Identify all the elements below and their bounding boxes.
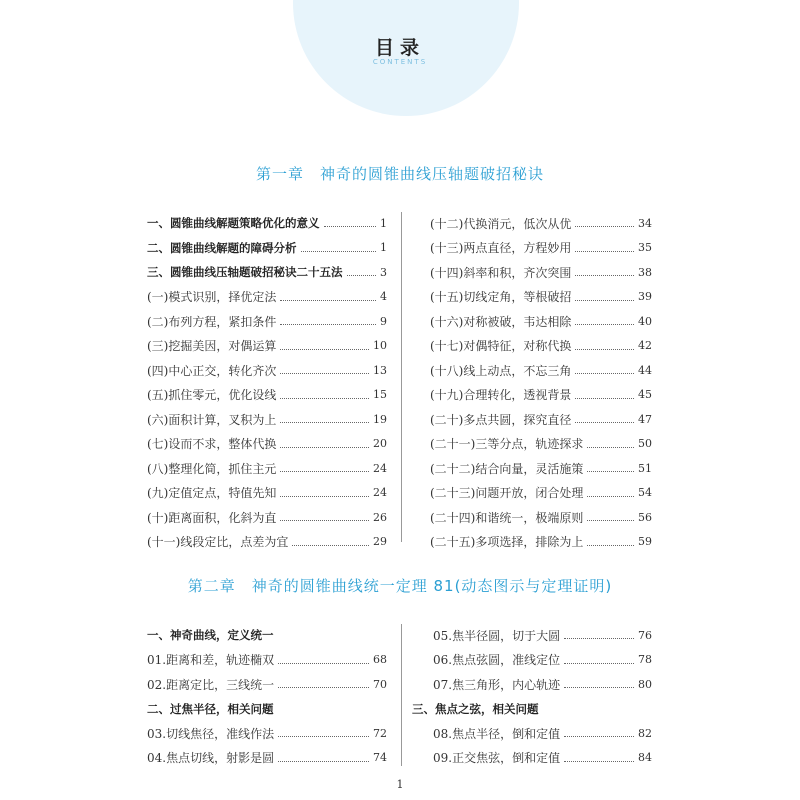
toc-entry[interactable] <box>430 407 652 432</box>
toc-entry-title: (六)面积计算，叉积为上 <box>147 412 277 427</box>
dot-leader <box>278 735 369 737</box>
toc-entry-page: 47 <box>638 412 652 426</box>
toc-entry-page: 24 <box>373 486 387 500</box>
toc-entry[interactable] <box>147 334 387 359</box>
dot-leader <box>280 519 369 521</box>
toc-entry-page: 56 <box>638 510 652 524</box>
toc-entry-page: 44 <box>638 363 652 377</box>
toc-entry-title: (十七)对偶特征，对称代换 <box>430 339 572 354</box>
dot-leader <box>575 323 634 325</box>
dot-leader <box>278 760 369 762</box>
toc-entry-title: (二)布列方程，紧扣条件 <box>147 314 277 329</box>
dot-leader <box>280 348 369 350</box>
toc-entry-title: (八)整理化简，抓住主元 <box>147 461 277 476</box>
page-number: 1 <box>396 778 404 791</box>
toc-entry-title: (二十一)三等分点，轨迹探求 <box>430 437 584 452</box>
toc-entry[interactable] <box>147 432 387 457</box>
toc-entry-title: (十三)两点直径，方程妙用 <box>430 241 572 256</box>
toc-entry-page: 38 <box>638 265 652 279</box>
toc-entry[interactable] <box>147 746 387 771</box>
dot-leader <box>575 299 634 301</box>
toc-entry[interactable] <box>147 285 387 310</box>
toc-entry-title: 09.正交焦弦，倒和定值 <box>433 751 561 766</box>
toc-entry-page: 42 <box>638 339 652 353</box>
dot-leader <box>575 397 634 399</box>
toc-entry[interactable] <box>430 456 652 481</box>
column-divider <box>401 212 402 542</box>
toc-entry-title: 01.距离和差，轨迹椭双 <box>147 653 275 668</box>
toc-entry[interactable] <box>430 505 652 530</box>
toc-entry-title: 三、圆锥曲线压轴题破招秘诀二十五法 <box>147 265 343 280</box>
dot-leader <box>575 225 634 227</box>
toc-entry[interactable] <box>412 721 652 746</box>
dot-leader <box>280 323 376 325</box>
page-title: 目录 <box>374 37 425 59</box>
toc-entry-title: 07.焦三角形，内心轨迹 <box>433 677 561 692</box>
toc-entry-page: 9 <box>380 314 387 328</box>
toc-entry[interactable] <box>147 648 387 673</box>
toc-entry[interactable] <box>147 358 387 383</box>
toc-entry-page: 80 <box>638 677 652 691</box>
toc-entry-page: 4 <box>380 290 387 304</box>
chapter-1-title: 第一章 神奇的圆锥曲线压轴题破招秘诀 <box>255 165 544 183</box>
dot-leader <box>564 735 634 737</box>
toc-entry[interactable] <box>430 211 652 236</box>
toc-entry[interactable] <box>147 530 387 555</box>
toc-entry-title: (十九)合理转化，透视背景 <box>430 388 572 403</box>
toc-entry-title: (十二)代换消元，低次从优 <box>430 216 572 231</box>
toc-entry-page: 50 <box>638 437 652 451</box>
toc-entry[interactable] <box>430 260 652 285</box>
toc-entry-page: 10 <box>373 339 387 353</box>
toc-entry-title: (十五)切线定角，等根破招 <box>430 290 572 305</box>
toc-entry-title: (一)模式识别，择优定法 <box>147 290 277 305</box>
toc-entry-page: 45 <box>638 388 652 402</box>
toc-entry-title: (五)抓住零元，优化设线 <box>147 388 277 403</box>
toc-entry[interactable] <box>430 358 652 383</box>
toc-entry-page: 72 <box>373 726 387 740</box>
toc-section-entry[interactable] <box>147 211 387 236</box>
toc-entry-page: 70 <box>373 677 387 691</box>
dot-leader <box>575 348 634 350</box>
dot-leader <box>575 372 634 374</box>
toc-entry-page: 84 <box>638 751 652 765</box>
toc-entry[interactable] <box>430 530 652 555</box>
toc-entry-page: 24 <box>373 461 387 475</box>
toc-entry-title: (四)中心正交，转化齐次 <box>147 363 277 378</box>
toc-entry-page: 51 <box>638 461 652 475</box>
toc-section-entry[interactable] <box>147 260 387 285</box>
dot-leader <box>564 637 634 639</box>
toc-entry-page: 74 <box>373 751 387 765</box>
toc-entry-page: 26 <box>373 510 387 524</box>
toc-entry[interactable] <box>430 481 652 506</box>
toc-entry-title: 03.切线焦径，准线作法 <box>147 726 275 741</box>
toc-section-entry[interactable] <box>147 236 387 261</box>
toc-entry-title: 06.焦点弦圆，准线定位 <box>433 653 561 668</box>
toc-section-entry[interactable] <box>147 697 387 722</box>
dot-leader <box>280 495 369 497</box>
toc-entry-page: 13 <box>373 363 387 377</box>
toc-entry-page: 59 <box>638 535 652 549</box>
toc-entry[interactable] <box>147 456 387 481</box>
toc-entry-page: 1 <box>380 241 387 255</box>
toc-entry[interactable] <box>430 432 652 457</box>
column-divider <box>401 624 402 766</box>
toc-entry-title: (二十五)多项选择，排除为上 <box>430 535 584 550</box>
dot-leader <box>575 274 634 276</box>
chapter-2-title: 第二章 神奇的圆锥曲线统一定理 81(动态图示与定理证明) <box>187 577 613 595</box>
toc-section-entry[interactable] <box>412 697 652 722</box>
toc-entry[interactable] <box>412 623 652 648</box>
toc-entry-page: 35 <box>638 241 652 255</box>
toc-entry-title: (二十三)问题开放，闭合处理 <box>430 486 584 501</box>
toc-entry[interactable] <box>430 285 652 310</box>
toc-entry-title: 04.焦点切线，射影是圆 <box>147 751 275 766</box>
toc-entry-page: 19 <box>373 412 387 426</box>
toc-entry-page: 76 <box>638 628 652 642</box>
toc-entry-title: 三、焦点之弦，相关问题 <box>412 701 539 716</box>
toc-entry-title: (十四)斜率和积，齐次突围 <box>430 265 572 280</box>
toc-entry-title: (十六)对称被破，韦达相除 <box>430 314 572 329</box>
toc-entry[interactable] <box>147 407 387 432</box>
toc-entry-page: 34 <box>638 216 652 230</box>
dot-leader <box>587 470 634 472</box>
dot-leader <box>564 760 634 762</box>
dot-leader <box>575 250 634 252</box>
toc-entry[interactable] <box>147 481 387 506</box>
chapter-1-left-column <box>147 211 387 554</box>
toc-entry-title: 二、过焦半径，相关问题 <box>147 701 274 716</box>
toc-entry[interactable] <box>147 672 387 697</box>
toc-entry[interactable] <box>412 648 652 673</box>
toc-entry[interactable] <box>412 746 652 771</box>
toc-section-entry[interactable] <box>147 623 387 648</box>
dot-leader <box>575 421 634 423</box>
dot-leader <box>564 662 634 664</box>
toc-entry-title: 二、圆锥曲线解题的障碍分析 <box>147 240 297 255</box>
toc-entry-title: (十)距离面积，化斜为直 <box>147 510 277 525</box>
toc-entry[interactable] <box>147 383 387 408</box>
chapter-1-right-column <box>430 211 652 554</box>
toc-entry-page: 82 <box>638 726 652 740</box>
toc-entry-page: 39 <box>638 290 652 304</box>
toc-entry[interactable] <box>147 309 387 334</box>
toc-entry[interactable] <box>147 505 387 530</box>
toc-entry-title: (二十二)结合向量，灵活施策 <box>430 461 584 476</box>
toc-entry-title: (三)挖掘美因，对偶运算 <box>147 339 277 354</box>
dot-leader <box>587 446 634 448</box>
toc-entry-title: (十八)线上动点，不忘三角 <box>430 363 572 378</box>
toc-entry[interactable] <box>412 672 652 697</box>
toc-entry-title: 02.距离定比，三线统一 <box>147 677 275 692</box>
toc-entry-page: 29 <box>373 535 387 549</box>
toc-entry-title: (十一)线段定比，点差为宜 <box>147 535 289 550</box>
toc-entry-title: 一、神奇曲线，定义统一 <box>147 628 274 643</box>
dot-leader <box>280 397 369 399</box>
dot-leader <box>587 544 634 546</box>
toc-entry[interactable] <box>147 721 387 746</box>
toc-entry[interactable] <box>430 334 652 359</box>
dot-leader <box>301 250 377 252</box>
dot-leader <box>278 662 369 664</box>
dot-leader <box>347 274 377 276</box>
chapter-2-right-column <box>412 623 652 770</box>
toc-entry-page: 78 <box>638 653 652 667</box>
dot-leader <box>280 421 369 423</box>
dot-leader <box>280 446 369 448</box>
toc-entry-page: 3 <box>380 265 387 279</box>
toc-entry-page: 40 <box>638 314 652 328</box>
toc-entry[interactable] <box>430 309 652 334</box>
toc-entry-page: 20 <box>373 437 387 451</box>
toc-entry-title: (七)设而不求，整体代换 <box>147 437 277 452</box>
dot-leader <box>280 372 369 374</box>
dot-leader <box>587 495 634 497</box>
toc-entry-title: 05.焦半径圆，切于大圆 <box>433 628 561 643</box>
toc-entry-title: (二十四)和谐统一，极端原则 <box>430 510 584 525</box>
toc-entry-title: 08.焦点半径，倒和定值 <box>433 726 561 741</box>
toc-entry[interactable] <box>430 383 652 408</box>
toc-entry-page: 68 <box>373 653 387 667</box>
dot-leader <box>292 544 369 546</box>
page-subtitle: CONTENTS <box>372 58 428 66</box>
toc-entry-page: 54 <box>638 486 652 500</box>
toc-entry[interactable] <box>430 236 652 261</box>
toc-entry-page: 15 <box>373 388 387 402</box>
toc-entry-title: (九)定值定点，特值先知 <box>147 486 277 501</box>
dot-leader <box>587 519 634 521</box>
toc-entry-title: 一、圆锥曲线解题策略优化的意义 <box>147 216 320 231</box>
dot-leader <box>564 686 634 688</box>
dot-leader <box>278 686 369 688</box>
toc-entry-page: 1 <box>380 216 387 230</box>
toc-entry-title: (二十)多点共圆，探究直径 <box>430 412 572 427</box>
dot-leader <box>280 299 376 301</box>
dot-leader <box>324 225 377 227</box>
dot-leader <box>280 470 369 472</box>
chapter-2-left-column <box>147 623 387 770</box>
